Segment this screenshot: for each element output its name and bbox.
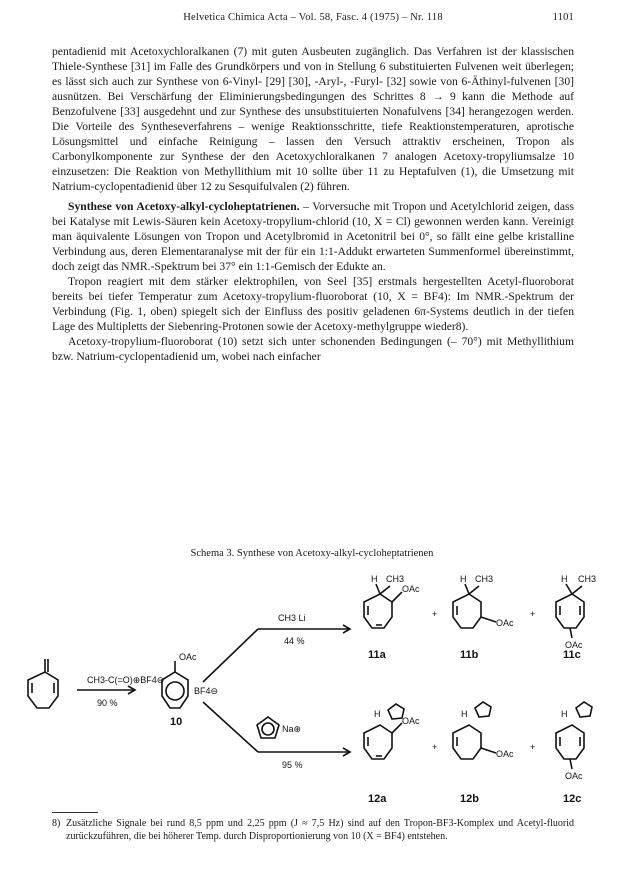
running-head: Helvetica Chimica Acta – Vol. 58, Fasc. 4 (1975) – Nr. 118 xyxy=(183,12,443,23)
oac-11c: OAc xyxy=(565,640,583,650)
article-body xyxy=(52,44,574,364)
ch3-11c: CH3 xyxy=(578,574,597,584)
paragraph-2-text: – Vorversuche mit Tropon und Acetylchlorid zeigen, dass bei Katalyse mit Lewis-Säuren kein Acetoxy-tropylium-chlorid (10, X = Cl) gewonnen werden kann. Vereinigt man äquivalente Lösungen von Tropon und Acetylbromid in Acetonitril bei 0°, so fällt eine gelbe kristalline Verbindung aus, deren Elementaranalyse mit der für ein 1:1-Addukt erwarteten Summenformel übereinstimmt, doch zeigt das NMR.-Spektrum bei 37° ein 1:1-Gemisch der Edukte an. xyxy=(52,200,574,273)
h-11c: H xyxy=(561,574,568,584)
yield-top: 44 % xyxy=(284,636,305,646)
tropone-structure xyxy=(28,659,58,708)
oac-12a: OAc xyxy=(402,716,420,726)
plus-3: + xyxy=(432,742,438,752)
paragraph-4: Acetoxy-tropylium-fluoroborat (10) setzt sich unter schonenden Bedingungen (– 70°) mit Methyllithium bzw. Natrium-cyclopentadienid um, wobei nach einfacher xyxy=(52,335,574,363)
tropylium-structure xyxy=(162,661,188,708)
oac-label-10: OAc xyxy=(179,652,197,662)
footnote-mark: 8) xyxy=(52,818,61,829)
structure-12a xyxy=(364,704,404,759)
h-12b: H xyxy=(461,709,468,719)
reagent-acetyl-fluoroborat: CH3-C(=O)⊕BF4⊖ xyxy=(87,675,165,685)
compound-label-11b: 11b xyxy=(460,649,479,661)
structure-11c xyxy=(556,584,584,638)
oac-11a: OAc xyxy=(402,584,420,594)
bf4-counterion: BF4⊖ xyxy=(194,686,219,696)
plus-1: + xyxy=(432,609,438,619)
ch3-11a: CH3 xyxy=(386,574,405,584)
compound-label-12a: 12a xyxy=(368,793,387,805)
oac-12c: OAc xyxy=(565,771,583,781)
compound-label-12b: 12b xyxy=(460,793,479,805)
ch3-11b: CH3 xyxy=(475,574,494,584)
structure-12b xyxy=(453,702,496,759)
compound-label-11a: 11a xyxy=(368,649,386,661)
oac-11b: OAc xyxy=(496,618,514,628)
structure-11a xyxy=(364,584,402,628)
paragraph-2 xyxy=(52,199,574,274)
plus-2: + xyxy=(530,609,536,619)
paragraph-1: pentadienid mit Acetoxychloralkanen (7) mit guten Ausbeuten zugänglich. Das Verfahren ist der klassischen Thiele-Synthese [31] im Falle des Grundkörpers und von in Stellung 6 substituierten Fulvenen weit überlegen; es lässt sich auch zur Synthese von 6-Vinyl- [29] [30], -Aryl-, -Furyl- [32] sowie von 6-Äthinyl-fulvenen [30] ausnützen. Bei Verschärfung der Eliminierungsbedingungen des Schrittes 8 → 9 kann die Methode auf Benzofulvene [33] ausgedehnt und zur Synthese des unsubstituierten Nonafulvens [34] herangezogen werden. Die Vorteile des Syntheseverfahrens – wenige Reaktionsschritte, tiefe Reaktionstemperaturen, aprotische Lösungsmittel und einfache Reinigung – lassen den Versuch attraktiv erscheinen, Tropon als Carbonylkomponente zur Synthese der den Acetoxychloralkanen 7 analogen Acetoxy-tropyliumsalze 10 einzusetzen: Die Reaktion von Methyllithium mit 10 sollte über 11 zu Heptafulven (1), die Umsetzung mit Natrium-cyclopentadienid über 12 zu Sesquifulvalen (2) führen. xyxy=(52,45,574,193)
reagent-sodium: Na⊕ xyxy=(282,724,302,734)
reaction-scheme xyxy=(20,562,610,812)
compound-label-11c: 11c xyxy=(563,649,581,661)
h-11b: H xyxy=(460,574,467,584)
arrow-top xyxy=(203,629,258,682)
h-12a: H xyxy=(374,709,381,719)
scheme-title: Schema 3. Synthese von Acetoxy-alkyl-cycloheptatrienen xyxy=(190,548,434,559)
paragraph-3: Tropon reagiert mit dem stärker elektrophilen, von Seel [35] erstmals hergestellten Acetyl-fluoroborat bereits bei tiefer Temperatur zum Acetoxy-tropylium-fluoroborat (10, X = BF4): Im NMR.-Spektrum der Verbindung (Fig. 1, oben) spiegelt sich der Einfluss des positiv geladenen 6π-Systems deutlich in der tiefen Lage des Multipletts der Siebenring-Protonen sowie der Acetoxy-methylgruppe wieder8). xyxy=(52,275,574,333)
compound-label-10: 10 xyxy=(170,716,183,728)
footnote-text: Zusätzliche Signale bei rund 8,5 ppm und 2,25 ppm (J ≈ 7,5 Hz) sind auf den Tropon-BF3-Komplex und Acetyl-fluorid zurückzuführen, die bei höherer Temp. durch Disproportionierung von 10 (X = BF4) entstehen. xyxy=(66,818,574,842)
footnote xyxy=(52,818,574,843)
oac-12b: OAc xyxy=(496,749,514,759)
yield-bottom: 95 % xyxy=(282,760,303,770)
compound-label-12c: 12c xyxy=(563,793,582,805)
footnote-rule xyxy=(52,812,98,813)
reagent-methyllithium: CH3 Li xyxy=(278,613,306,623)
arrow-bottom xyxy=(203,702,258,752)
yield-step-1: 90 % xyxy=(97,698,118,708)
cyclopentadienide-structure xyxy=(257,717,279,738)
h-12c: H xyxy=(561,709,568,719)
h-11a: H xyxy=(371,574,378,584)
running-header xyxy=(52,12,574,28)
structure-11b xyxy=(453,584,496,628)
plus-4: + xyxy=(530,742,536,752)
section-heading: Synthese von Acetoxy-alkyl-cycloheptatrienen. xyxy=(68,200,300,213)
page-number: 1101 xyxy=(552,12,574,23)
